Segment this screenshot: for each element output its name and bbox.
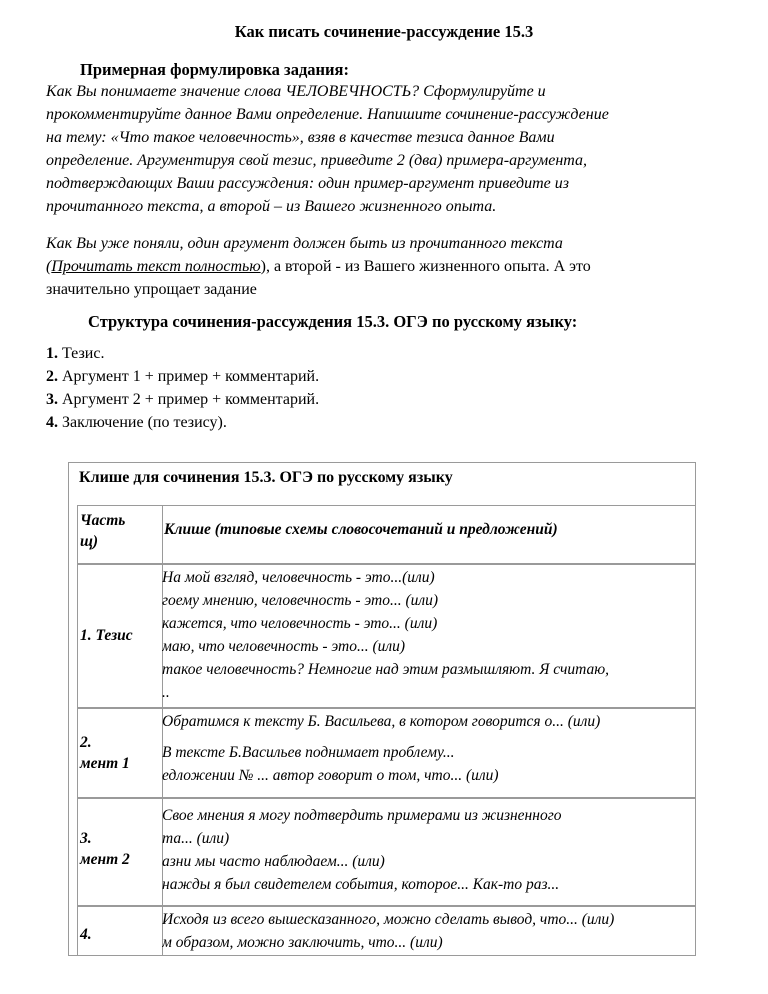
task-line: прокомментируйте данное Вами определение. Напишите сочинение-рассуждение [46,106,609,123]
list-item: 2. Аргумент 1 + пример + комментарий. [46,368,320,385]
table-row [77,797,696,907]
header-cell-cliche: Клише (типовые схемы словосочетаний и предложений) [164,521,558,538]
table-caption: Клише для сочинения 15.3. ОГЭ по русскому языку [79,469,453,486]
cliche-table [68,462,696,956]
row-cliches: Обратимся к тексту Б. Васильева, в котором говорится о... (или) В тексте Б.Васильев поднимает проблему... едложении № ... автор говорит о том, что... (или) [162,713,601,784]
row-cliches: Исходя из всего вышесказанного, можно сделать вывод, что... (или) м образом, можно заключить, что... (или) [162,911,615,951]
link-paren: ( [46,258,52,275]
task-line: Как Вы понимаете значение слова ЧЕЛОВЕЧНОСТЬ? Сформулируйте и [46,83,546,100]
table-row [77,905,696,956]
structure-heading: Структура сочинения-рассуждения 15.3. ОГЭ по русскому языку: [88,312,578,331]
task-line: подтверждающих Ваши рассуждения: один пример-аргумент приведите из [46,175,569,192]
read-full-text-link[interactable]: Прочитать текст полностью [51,258,261,275]
task-line: определение. Аргументируя свой тезис, приведите 2 (два) примера-аргумента, [46,152,588,169]
row-cliches: Свое мнения я могу подтвердить примерами из жизненного та... (или) азни мы часто наблюдаем... (или) нажды я был свидетелем события, которое... Как-то раз... [162,807,562,893]
table-row [77,707,696,799]
task-line: прочитанного текста, а второй – из Вашего жизненного опыта. [46,198,497,215]
intro-line: значительно упрощает задание [46,281,257,298]
task-text [46,80,746,218]
row-cliches: На мой взгляд, человечность - это...(или) гоему мнению, человечность - это... (или) кажется, что человечность - это... (или) маю, что человечность - это... (или) такое человечность? Немногие над этим размышляют. Я считаю, .. [162,569,610,701]
row-label: 1. Тезис [78,564,163,708]
list-item: 4. Заключение (по тезису). [46,414,227,431]
row-label: 2. мент 1 [78,708,163,798]
row-label: 3. мент 2 [78,798,163,906]
header-cell-part: Часть щ) [78,506,163,564]
intro-line: Как Вы уже поняли, один аргумент должен быть из прочитанного текста [46,235,563,252]
task-line: на тему: «Что такое человечность», взяв в качестве тезиса данное Вами [46,129,555,146]
row-label: 4. [78,906,163,956]
list-item: 3. Аргумент 2 + пример + комментарий. [46,391,320,408]
list-item: 1. Тезис. [46,345,105,362]
task-heading: Примерная формулировка задания: [80,60,349,79]
page-title: Как писать сочинение-рассуждение 15.3 [234,22,534,41]
intro-line-rest: ), а второй - из Вашего жизненного опыта. А это [260,258,591,275]
intro-paragraph [46,232,746,301]
structure-list [46,342,319,434]
table-row [77,563,696,709]
table-header-row [77,505,696,565]
